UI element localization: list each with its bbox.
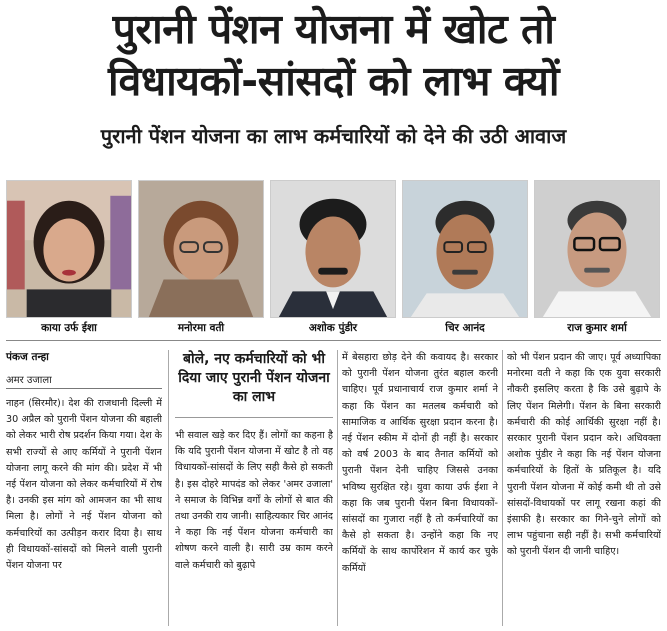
portrait-photo-manorama xyxy=(138,180,264,318)
photo-caption: मनोरमा वती xyxy=(177,322,225,334)
headline-line-2: विधायकों-सांसदों को लाभ क्यों xyxy=(107,57,560,105)
photo-caption: चिर आनंद xyxy=(445,322,485,334)
article-text: भी सवाल खड़े कर दिए हैं। लोगों का कहना है कि यदि पुरानी पेंशन योजना में खोट है तो वह विधायकों-सांसदों के लिए सही कैसे हो सकती है। इस दोहरे मापदंड को लेकर 'अमर उजाला' ने समाज के विभिन्न वर्गों के लोगों से बात की तथा उनकी राय जानी। साहित्यकार चिर आनंद ने कहा कि नई पेंशन योजना कर्मचारी का शोषण करने वाली है। सारी उम्र काम करने वाले कर्मचारी को बुढ़ापे xyxy=(175,430,333,571)
column-separator xyxy=(502,350,503,626)
article-column-3 xyxy=(342,350,498,628)
divider xyxy=(175,417,333,418)
photo-caption: राज कुमार शर्मा xyxy=(567,322,627,334)
box-headline: बोले, नए कर्मचारियों को भी दिया जाए पुरानी पेंशन योजना का लाभ xyxy=(178,351,330,405)
byline-reporter: पंकज तन्हा xyxy=(6,351,49,363)
byline-newspaper: अमर उजाला xyxy=(6,375,52,386)
article-column-4 xyxy=(507,350,661,628)
photo-strip xyxy=(6,180,661,318)
portrait-photo-raj-kumar xyxy=(534,180,660,318)
headline-line-1: पुरानी पेंशन योजना में खोट तो xyxy=(112,5,555,53)
photo-caption: काया उर्फ ईशा xyxy=(41,322,97,334)
divider xyxy=(6,340,661,341)
column-separator xyxy=(337,350,338,626)
column-separator xyxy=(168,350,169,626)
article-column-1 xyxy=(6,396,162,628)
portrait-photo-ashok xyxy=(270,180,396,318)
divider xyxy=(6,388,162,389)
portrait-photo-kaya xyxy=(6,180,132,318)
portrait-photo-chir-anand xyxy=(402,180,528,318)
article-text: नाहन (सिरमौर)। देश की राजधानी दिल्ली में 30 अप्रैल को पुरानी पेंशन योजना की बहाली को लेकर भारी रोष प्रदर्शन किया गया। देश के सभी राज्यों से आए कर्मियों ने पुरानी पेंशन योजना लागू करने की मांग की। प्रदेश में भी नई पेंशन योजना को लेकर कर्मचारियों में रोष है। उनकी इस मांग को आमजन का भी साथ मिला है। लोगों ने नई पेंशन योजना को कर्मचारियों का उत्पीड़न करार दिया है। साथ ही विधायकों-सांसदों को मिलने वाली पुरानी पेंशन योजना पर xyxy=(6,398,162,572)
photo-caption: अशोक पुंडीर xyxy=(308,322,358,334)
article-text: में बेसहारा छोड़ देने की कवायद है। सरकार को पुरानी पेंशन योजना तुरंत बहाल करनी चाहिए। पूर्व प्रधानाचार्य राज कुमार शर्मा ने कहा कि पेंशन का मतलब कर्मचारी को सामाजिक व आर्थिक सुरक्षा प्रदान करना है। नई पेंशन स्कीम में दोनों ही नहीं है। सरकार को वर्ष 2003 के बाद तैनात कर्मियों को पुरानी पेंशन देनी चाहिए जिससे उनका भविष्य सुरक्षित रहे। युवा काया उर्फ ईशा ने कहा कि जब पुरानी पेंशन बिना विधायकों-सांसदों का गुजारा नहीं है तो कर्मचारियों का कैसे हो सकता है। उन्होंने कहा कि नए कर्मियों के साथ कार्पोरेशन में कार्य कर चुके कर्मियों xyxy=(342,352,498,574)
photo-captions xyxy=(6,320,661,336)
article-text: को भी पेंशन प्रदान की जाए। पूर्व अध्यापिका मनोरमा वती ने कहा कि एक युवा सरकारी नौकरी इसलिए करता है कि उसे बुढ़ापे के लिए पेंशन मिलेगी। पेंशन के बिना सरकारी कर्मचारी की कोई आर्थिकी सुरक्षा नहीं है। सरकार पुरानी पेंशन प्रदान करे। अधिवक्ता अशोक पुंडीर ने कहा कि नई पेंशन योजना कर्मचारियों के हितों के प्रतिकूल है। यदि पुरानी पेंशन योजना में कोई कमी थी तो उसे सांसदों-विधायकों पर लागू रखना कहां की इंसाफी है। सरकार का गिने-चुने लोगों को लाभ पहुंचाना सही नहीं है। सभी कर्मचारियों को पुरानी पेंशन दी जानी चाहिए। xyxy=(507,352,661,558)
subheadline: पुरानी पेंशन योजना का लाभ कर्मचारियों को देने की उठी आवाज xyxy=(100,124,567,148)
article-column-2 xyxy=(175,428,333,628)
